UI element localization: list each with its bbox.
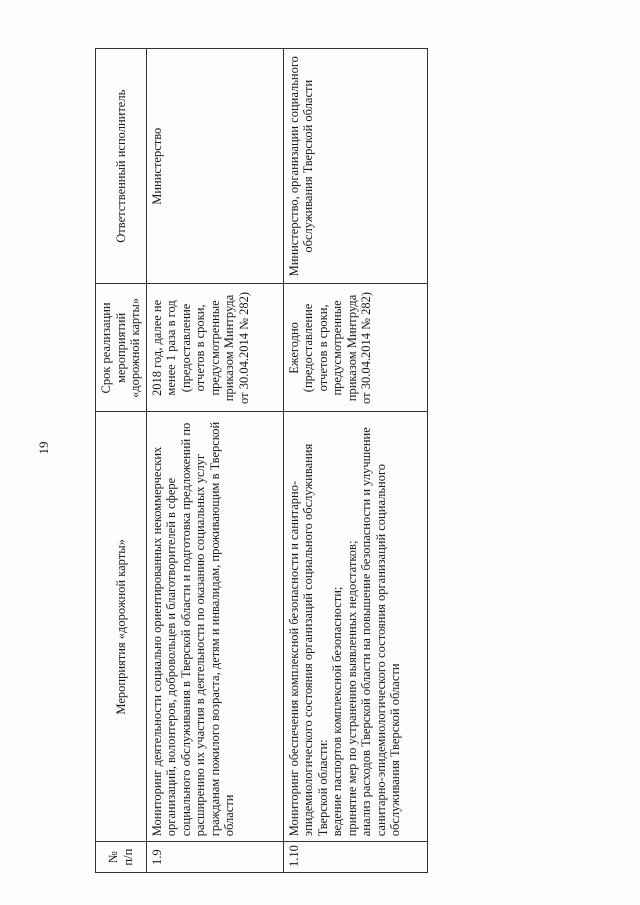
roadmap-table (95, 48, 428, 873)
page-number: 19 (36, 441, 51, 455)
header-activity: Мероприятия «дорожной карты» (96, 412, 147, 842)
header-term: Срок реализации мероприятий «дорожной карты» (96, 284, 147, 412)
row-term: Ежегодно (предоставление отчетов в сроки, предусмотренные приказом Минтруда от 30.04.2014 № 282) (283, 284, 427, 412)
row-responsible: Министерство, организации социального обслуживания Тверской области (283, 49, 427, 284)
table-header-row (96, 49, 147, 873)
table-row (283, 49, 427, 873)
row-term: 2018 год, далее не менее 1 раза в год (предоставление отчетов в сроки, предусмотренные приказом Минтруда от 30.04.2014 № 282) (146, 284, 283, 412)
header-responsible: Ответственный исполнитель (96, 49, 147, 284)
rotated-table-wrapper (95, 48, 475, 873)
activity-line: анализ расходов Тверской области на повышение безопасности и улучшение санитарно-эпидемиологического состояния организаций социального обслуживания Тверской области (359, 427, 402, 837)
row-activity (283, 412, 427, 842)
activity-line: принятие мер по устранению выявленных недостатков; (344, 540, 359, 837)
activity-line: Мониторинг обеспечения комплексной безопасности и санитарно-эпидемиологического состояния организаций социального обслуживания Тверской области: (286, 443, 330, 837)
row-activity: Мониторинг деятельности социально ориентированных некоммерческих организаций, волонтеров, добровольцев и благотворителей в сфере социального обслуживания в Тверской области и подготовка предложений по расширению их участия в деятельности по оказанию социальных услуг гражданам пожилого возраста, детям и инвалидам, проживающим в Тверской области (146, 412, 283, 842)
table-row (146, 49, 283, 873)
activity-line: ведение паспортов комплексной безопасности; (330, 586, 344, 837)
row-number: 1.9 (146, 842, 283, 873)
row-number: 1.10 (283, 842, 427, 873)
header-num: № п/п (96, 842, 147, 873)
row-responsible: Министерство (146, 49, 283, 284)
